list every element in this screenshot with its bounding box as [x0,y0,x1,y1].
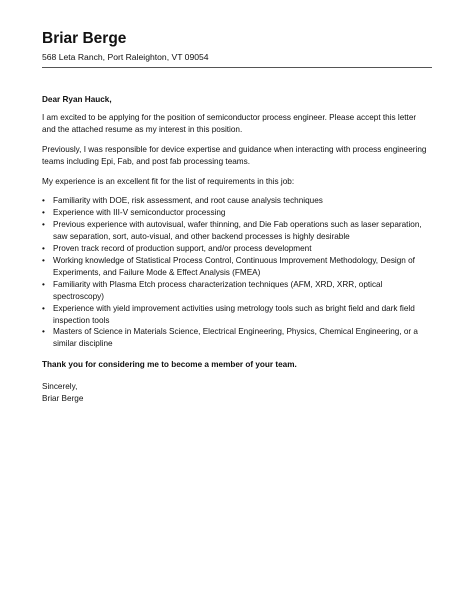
requirements-list [42,195,432,350]
experience-paragraph: Previously, I was responsible for device expertise and guidance when interacting with process engineering teams including Epi, Fab, and post fab processing teams. [42,144,427,166]
sender-address: 568 Leta Ranch, Port Raleighton, VT 09054 [42,52,209,62]
sign-off: Sincerely, [42,382,78,392]
sender-name: Briar Berge [42,30,127,47]
list-item [42,243,432,255]
list-item [42,303,432,327]
letter-header [42,30,432,63]
list-item-text: Familiarity with DOE, risk assessment, and root cause analysis techniques [53,196,323,206]
list-item-text: Familiarity with Plasma Etch process characterization techniques (AFM, XRD, XRR, optical spectroscopy) [53,279,383,301]
list-item [42,219,432,243]
list-item-text: Previous experience with autovisual, wafer thinning, and Die Fab operations such as laser separation, saw separation, sort, auto-visual, and other backend processes is highly desirable [53,220,422,242]
bullet-icon: • [42,279,45,289]
list-item-text: Proven track record of production support, and/or process development [53,244,312,254]
list-item [42,255,432,279]
salutation: Dear Ryan Hauck, [42,95,112,104]
bullet-icon: • [42,255,45,265]
intro-paragraph: I am excited to be applying for the position of semiconductor process engineer. Please accept this letter and the attached resume as my interest in this position. [42,112,417,134]
bullet-icon: • [42,220,45,230]
letter-body [42,94,432,405]
list-item-text: Masters of Science in Materials Science, Electrical Engineering, Physics, Chemical Engineering, or a similar discipline [53,327,418,349]
bullet-icon: • [42,208,45,218]
list-item [42,207,432,219]
list-item-text: Experience with III-V semiconductor processing [53,208,226,218]
bullet-icon: • [42,196,45,206]
bullet-icon: • [42,303,45,313]
list-item [42,195,432,207]
bullet-icon: • [42,327,45,337]
bullet-icon: • [42,244,45,254]
signature-name: Briar Berge [42,394,84,404]
list-item [42,326,432,350]
header-divider [42,67,432,68]
list-item-text: Experience with yield improvement activities using metrology tools such as bright field and dark field inspection tools [53,303,415,325]
list-item [42,279,432,303]
list-item-text: Working knowledge of Statistical Process Control, Continuous Improvement Methodology, Design of Experiments, and Failure Mode & Effect Analysis (FMEA) [53,255,415,277]
closing-statement: Thank you for considering me to become a member of your team. [42,360,297,370]
requirements-intro: My experience is an excellent fit for the list of requirements in this job: [42,176,295,186]
